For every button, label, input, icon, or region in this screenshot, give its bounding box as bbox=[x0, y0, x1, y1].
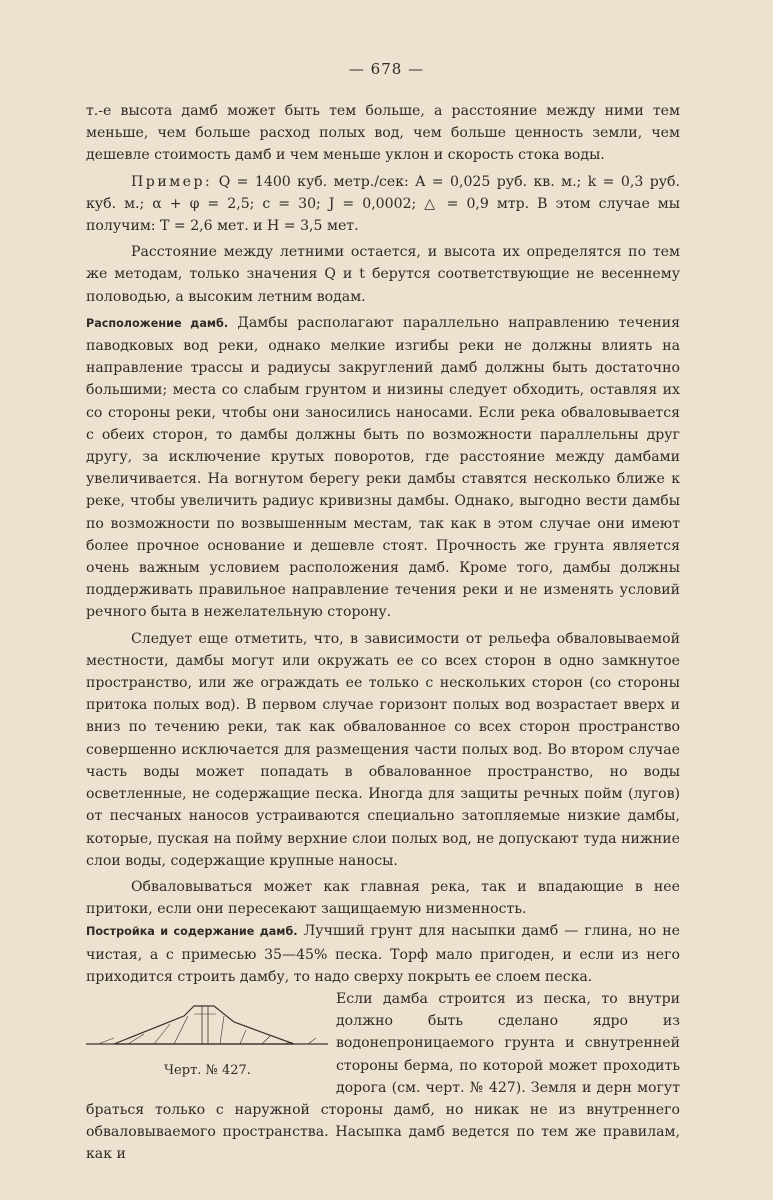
construction-section bbox=[86, 920, 680, 1165]
construction-text-a: Лучший грунт для насыпки дамб — глина, но не чистая, а с примесью 35—45% песка. Торф мало пригоден, и если из него приходится строить дамбу, то надо сверху покрыть ее слоем песка. bbox=[86, 923, 680, 985]
example-label: Пример: bbox=[131, 173, 213, 190]
figure-caption: Черт. № 427. bbox=[164, 1062, 251, 1078]
page-number: — 678 — bbox=[348, 60, 425, 78]
example-text: Q = 1400 куб. метр./сек: A = 0,025 руб. кв. м.; k = 0,3 руб. куб. м.; α + φ = 2,5; c = 30; J = 0,0002; △ = 0,9 мтр. В этом случае мы получим: T = 2,6 мет. и H = 3,5 мет. bbox=[86, 173, 680, 235]
paragraph-3: Расстояние между летними остается, и высота их определятся по тем же методам, только значения Q и t берутся соответствующие не весеннему половодью, а высоким летним водам. bbox=[86, 244, 680, 305]
figure-427 bbox=[86, 994, 330, 1084]
dam-cross-section-icon bbox=[86, 994, 330, 1056]
paragraph-1: т.-е высота дамб может быть тем больше, а расстояние между ними тем меньше, чем больше расход полых вод, чем больше ценность земли, чем дешевле стоимость дамб и чем меньше уклон и скорость стока воды. bbox=[86, 103, 680, 164]
construction-text-b: Если дамба строится из песка, то внутри должно быть сделано ядро из водонепроницаемого грунта и свнутренней стороны берма, по которой может проходить дорога (см. черт. № 427). Земля и дерн могут браться только с наружной стороны дамб, но никак не из внутреннего обваловываемого пространства. Насыпка дамб ведется по тем же правилам, как и bbox=[86, 990, 680, 1163]
paragraph-5: Следует еще отметить, что, в зависимости от рельефа обваловываемой местности, дамбы могут или окружать ее со всех сторон в одно замкнутое пространство, или же ограждать ее только с нескольких сторон (со стороны притока полых вод). В первом случае горизонт полых вод возрастает вверх и вниз по течению реки, так как обвалованное со всех сторон пространство совершенно исключается для размещения части полых вод. Во втором случае часть воды может попадать в обвалованное пространство, но воды осветленные, не содержащие песка. Иногда для защиты речных пойм (лугов) от песчаных наносов устраиваются специально затопляемые низкие дамбы, которые, пуская на пойму верхние слои полых вод, не допускают туда нижние слои воды, содержащие крупные наносы. bbox=[86, 630, 680, 869]
dam-location-text: Дамбы располагают параллельно направлению течения паводковых вод реки, однако мелкие изгибы реки не должны влиять на направление трассы и радиусы закруглений дамб должны быть достаточно большими; места со слабым грунтом и низины следует обходить, оставляя их со стороны реки, чтобы они заносились наносами. Если река обваловывается с обеих сторон, то дамбы должны быть по возможности параллельны друг другу, за исключение крутых поворотов, где расстояние между дамбами увеличивается. На вогнутом берегу реки дамбы ставятся несколько ближе к реке, чтобы увеличить радиус кривизны дамбы. Однако, выгодно вести дамбы по возможности по возвышенным местам, так как в этом случае они имеют более прочное основание и дешевле стоят. Прочность же грунта является очень важным условием расположения дамб. Кроме того, дамбы должны поддерживать правильное направление течения реки и не изменять условий речного быта в нежелательную сторону. bbox=[86, 314, 680, 621]
section-heading-construction: Постройка и содержание дамб. bbox=[86, 925, 298, 939]
paragraph-construction bbox=[86, 920, 680, 988]
paragraph-dam-location bbox=[86, 312, 680, 624]
body-text bbox=[86, 100, 680, 1166]
paragraph-6: Обваловываться может как главная река, так и впадающие в нее притоки, если они пересекают защищаемую низменность. bbox=[86, 878, 680, 918]
section-heading-dam-location: Расположение дамб. bbox=[86, 316, 229, 330]
paragraph-example bbox=[86, 171, 680, 238]
